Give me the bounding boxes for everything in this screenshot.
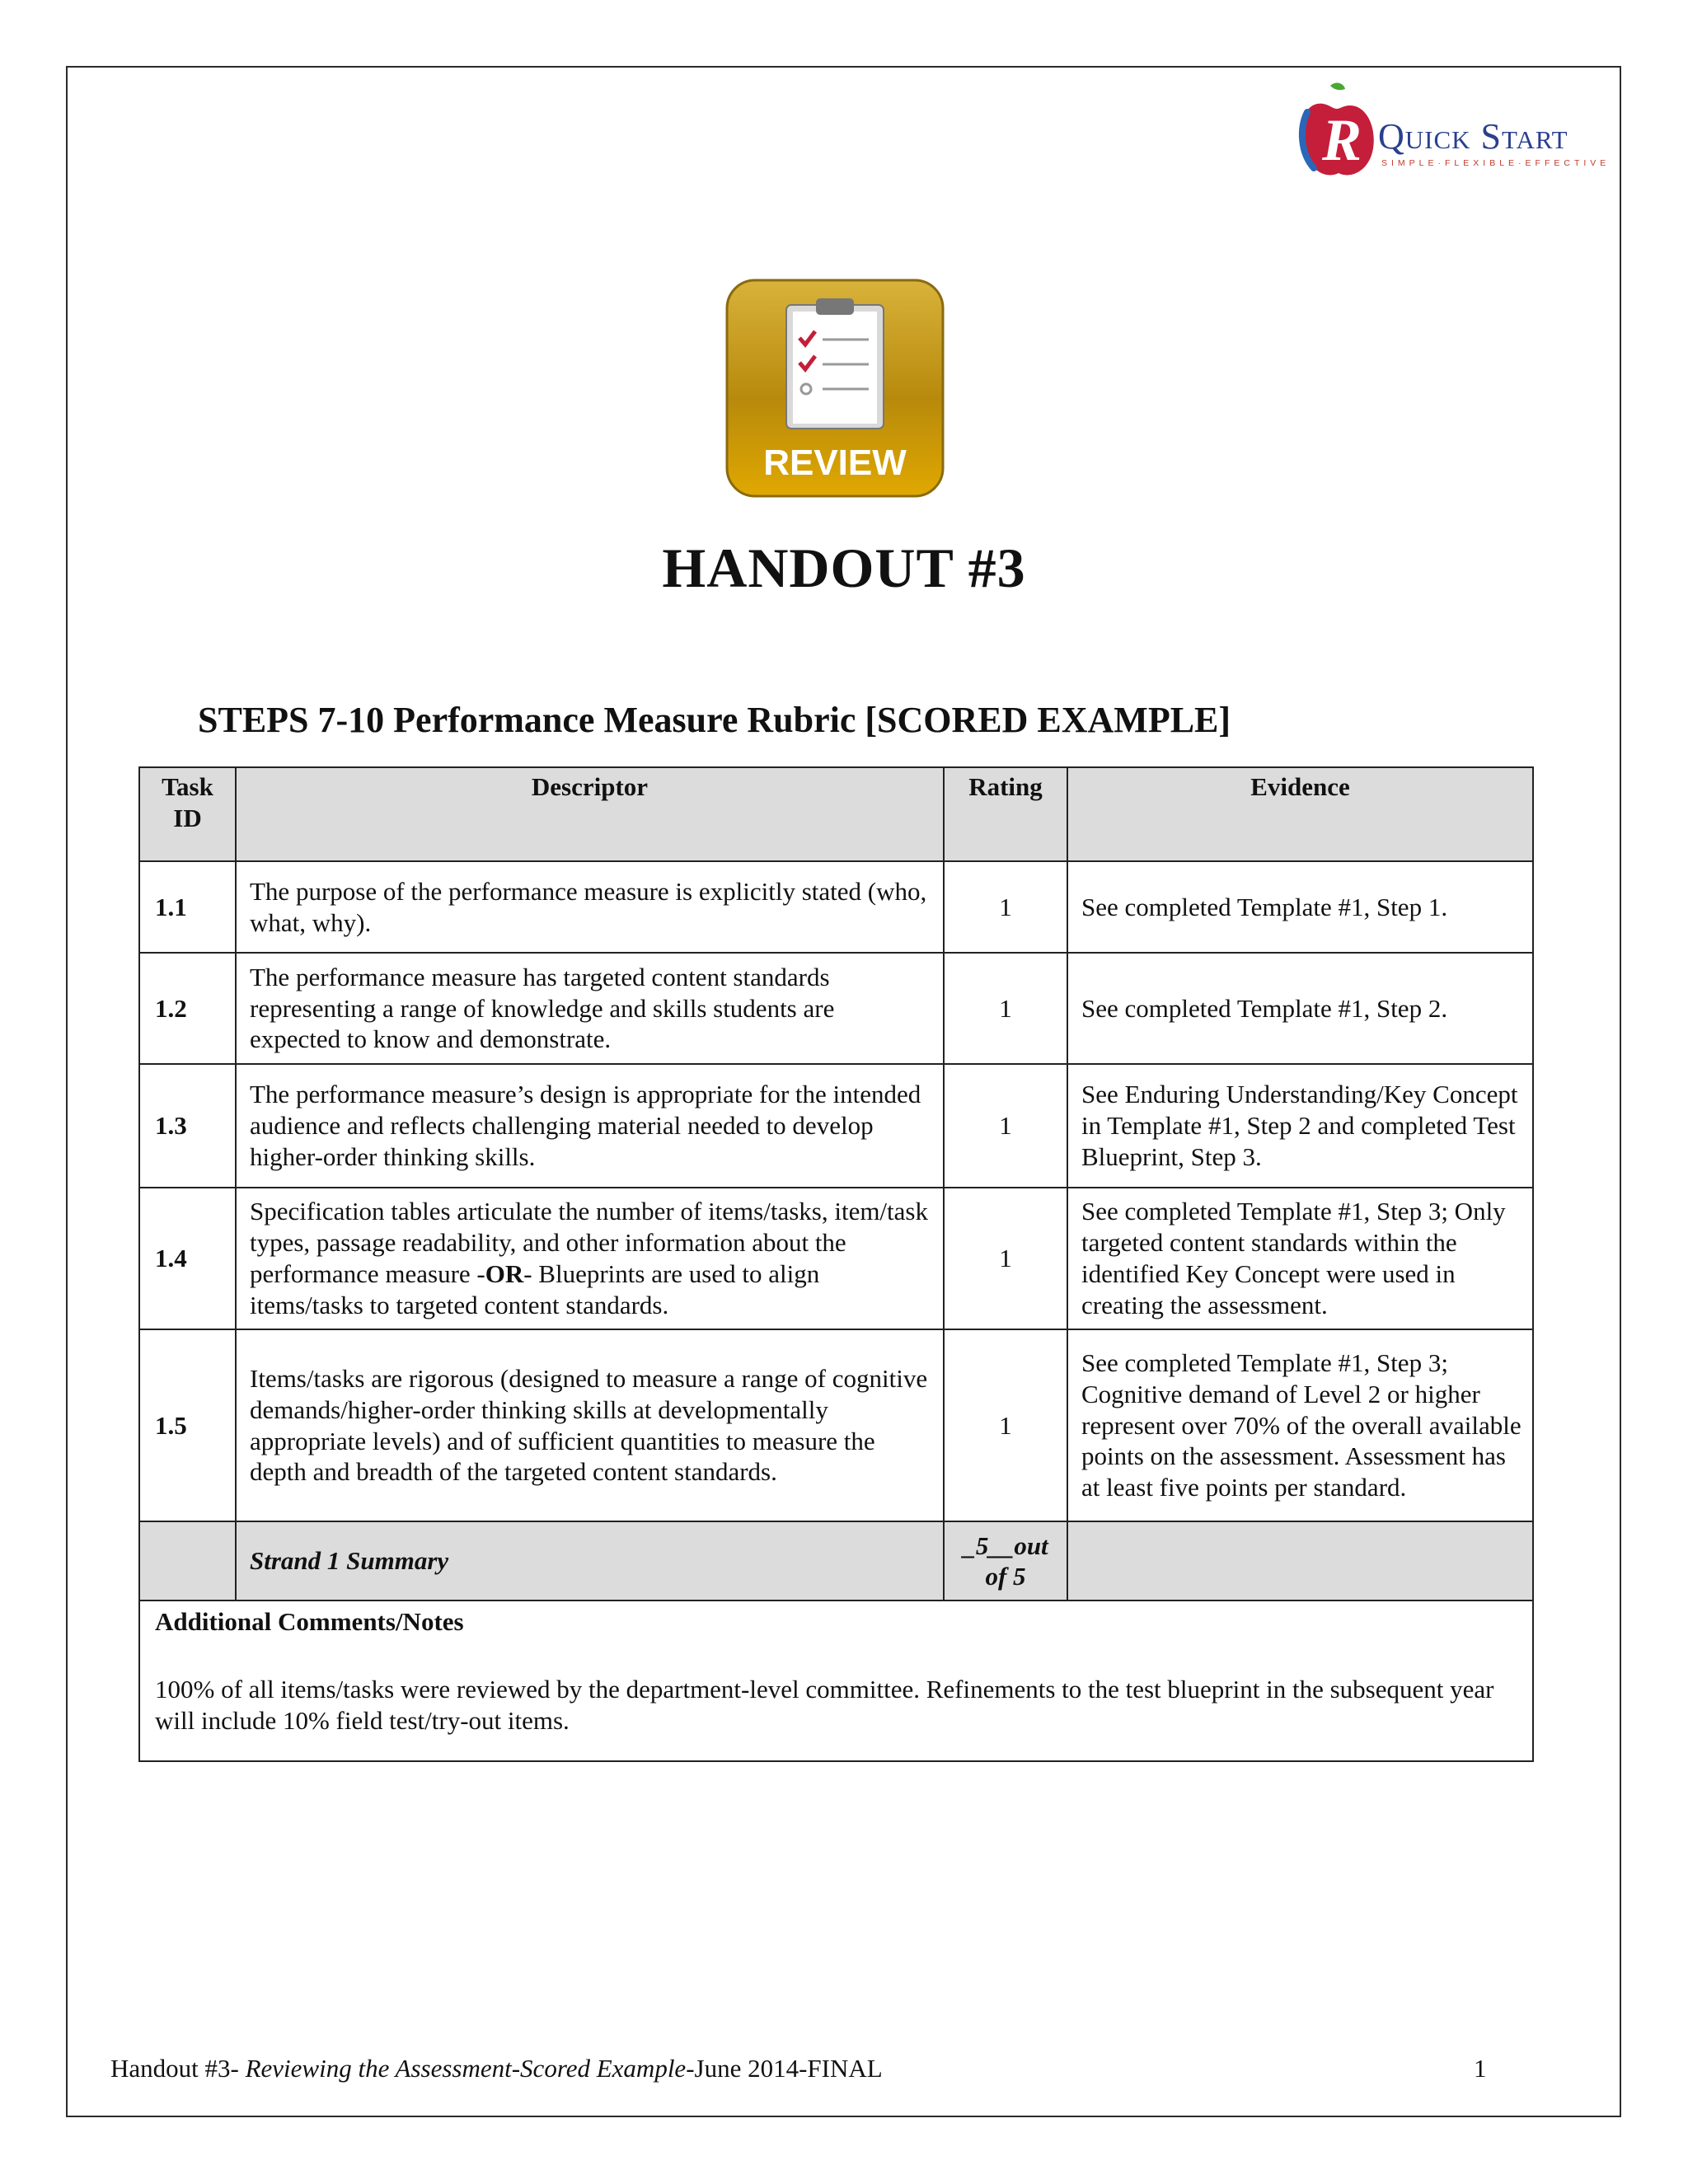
footer-text [110,2054,883,2083]
footer-italic: Reviewing the Assessment-Scored Example [245,2054,687,2083]
quick-start-logo [1292,79,1614,186]
rubric-table [138,766,1534,1762]
task-id: 1.5 [139,1329,236,1521]
notes-cell [139,1601,1533,1761]
rating: 1 [944,861,1067,953]
rating: 1 [944,1064,1067,1188]
descriptor: The performance measure has targeted content standards representing a range of knowledge and skills students are expected to know and demonstrate. [236,953,944,1064]
table-row [139,953,1533,1064]
descriptor: The performance measure’s design is appropriate for the intended audience and reflects challenging material needed to develop higher-order thinking skills. [236,1064,944,1188]
table-row [139,1329,1533,1521]
descriptor-post: - Blueprints are used to align items/tasks to targeted content standards. [250,1259,820,1319]
evidence: See completed Template #1, Step 1. [1067,861,1533,953]
header-evidence: Evidence [1067,767,1533,861]
page-number: 1 [1474,2054,1487,2083]
review-clipboard-icon [724,277,946,504]
footer-prefix: Handout #3- [110,2054,246,2083]
summary-label: Strand 1 Summary [236,1521,944,1601]
header-task-id: Task ID [139,767,236,861]
logo-text: Quick Start [1378,116,1568,157]
summary-score-line2: of 5 [985,1562,1026,1591]
header-descriptor: Descriptor [236,767,944,861]
task-id: 1.4 [139,1188,236,1329]
rating: 1 [944,1188,1067,1329]
descriptor: The purpose of the performance measure is explicitly stated (who, what, why). [236,861,944,953]
notes-text: 100% of all items/tasks were reviewed by the department-level committee. Refinements to the test blueprint in the subsequent year will include 10% field test/try-out items. [155,1674,1494,1735]
footer-suffix: -June 2014-FINAL [686,2054,883,2083]
evidence: See completed Template #1, Step 3; Only targeted content standards within the identified Key Concept were used in creating the assessment. [1067,1188,1533,1329]
task-id: 1.3 [139,1064,236,1188]
table-row [139,1064,1533,1188]
page-subtitle: STEPS 7-10 Performance Measure Rubric [SCORED EXAMPLE] [198,700,1231,740]
summary-score-line1: _5__out [963,1530,1048,1560]
table-row [139,861,1533,953]
header-rating: Rating [944,767,1067,861]
descriptor-or: OR [485,1259,524,1288]
table-row [139,1188,1533,1329]
evidence: See completed Template #1, Step 3; Cognitive demand of Level 2 or higher represent over 70% of the overall available points on the assessment. Assessment has at least five points per standard. [1067,1329,1533,1521]
review-icon-label: REVIEW [763,443,907,483]
rating: 1 [944,1329,1067,1521]
logo-tagline: SIMPLE·FLEXIBLE·EFFECTIVE [1381,158,1611,168]
svg-text:R: R [1322,107,1362,173]
page-title: HANDOUT #3 [662,537,1026,599]
descriptor-pre: Specification tables articulate the number of items/tasks, item/task types, passage readability, and other information about the performance measure - [250,1197,928,1288]
evidence: See Enduring Understanding/Key Concept in Template #1, Step 2 and completed Test Blueprint, Step 3. [1067,1064,1533,1188]
table-header-row [139,767,1533,861]
rating: 1 [944,953,1067,1064]
descriptor [236,1188,944,1329]
descriptor: Items/tasks are rigorous (designed to measure a range of cognitive demands/higher-order thinking skills at developmentally appropriate levels) and of sufficient quantities to measure the depth and breadth of the targeted content standards. [236,1329,944,1521]
summary-row [139,1521,1533,1601]
summary-empty-cell [139,1521,236,1601]
summary-score [944,1521,1067,1601]
notes-row [139,1601,1533,1761]
notes-heading: Additional Comments/Notes [155,1607,464,1636]
apple-r-logo-icon [1292,79,1383,186]
task-id: 1.2 [139,953,236,1064]
evidence: See completed Template #1, Step 2. [1067,953,1533,1064]
summary-evidence-cell [1067,1521,1533,1601]
task-id: 1.1 [139,861,236,953]
